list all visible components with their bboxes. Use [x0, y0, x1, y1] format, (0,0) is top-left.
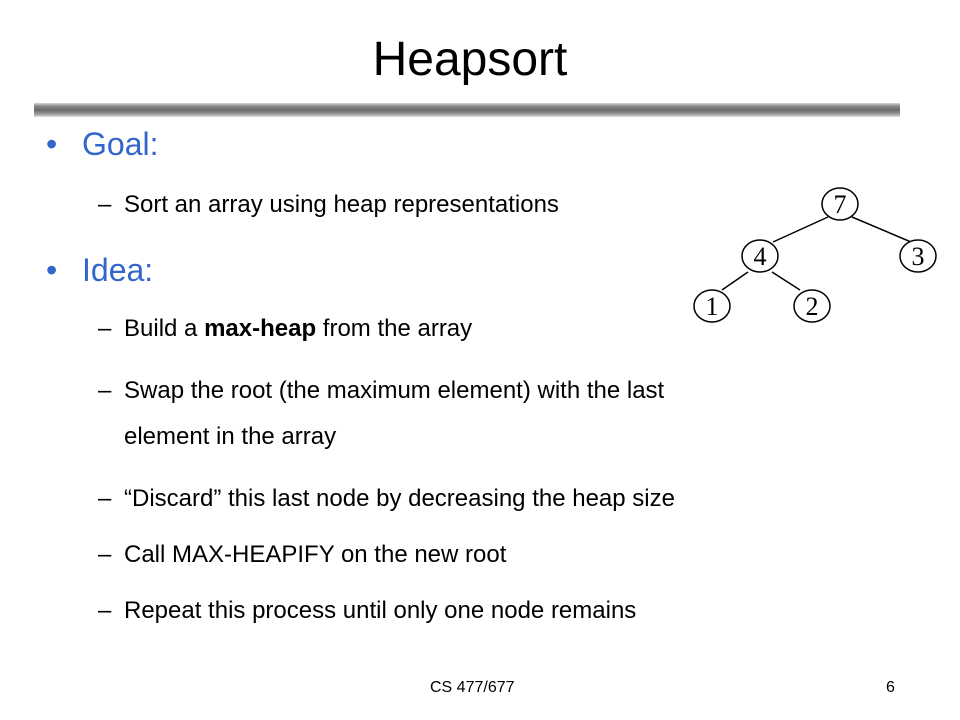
idea-item1-bold: max-heap: [204, 315, 317, 342]
dash-glyph: –: [98, 597, 112, 624]
idea-item4-text: Call MAX-HEAPIFY on the new root: [124, 541, 507, 568]
tree-node-label: 3: [911, 242, 925, 271]
tree-node-label: 7: [833, 190, 847, 219]
idea-item1-suffix: from the array: [316, 315, 473, 342]
bullet-idea: [46, 250, 153, 290]
idea-item-heapify: [98, 532, 506, 578]
idea-item-build-heap: [98, 306, 472, 352]
bullet-dot: •: [46, 126, 58, 162]
tree-edge: [772, 272, 800, 290]
goal-item: [98, 182, 559, 228]
tree-node-label: 4: [753, 242, 767, 271]
idea-item-discard: [98, 476, 675, 522]
idea-item-text: [124, 306, 472, 352]
goal-item-text: Sort an array using heap representations: [124, 191, 559, 218]
dash-glyph: –: [98, 315, 112, 342]
idea-label: Idea:: [82, 252, 154, 288]
dash-glyph: –: [98, 377, 112, 404]
idea-item1-prefix: Build a: [124, 315, 205, 342]
tree-edge: [852, 217, 911, 242]
footer-course: CS 477/677: [430, 679, 515, 696]
bullet-dot: •: [46, 252, 58, 288]
heap-tree-diagram: [688, 182, 944, 332]
tree-node-label: 1: [705, 292, 719, 321]
idea-item3-text: “Discard” this last node by decreasing the heap size: [124, 485, 675, 512]
tree-edge: [722, 272, 748, 290]
title-divider: [34, 103, 900, 117]
slide-title: Heapsort: [372, 33, 568, 86]
idea-item5-text: Repeat this process until only one node remains: [124, 597, 637, 624]
dash-glyph: –: [98, 485, 112, 512]
dash-glyph: –: [98, 541, 112, 568]
idea-item-swap-root: [98, 368, 664, 460]
idea-item-repeat: [98, 588, 636, 634]
dash-glyph: –: [98, 191, 112, 218]
tree-node-label: 2: [805, 292, 819, 321]
tree-edge: [773, 217, 828, 242]
idea-item2-line1: Swap the root (the maximum element) with the last: [124, 377, 665, 404]
bullet-goal: [46, 124, 158, 164]
page-number: 6: [886, 679, 895, 696]
idea-item2-line2: element in the array: [124, 423, 337, 450]
goal-label: Goal:: [82, 126, 159, 162]
